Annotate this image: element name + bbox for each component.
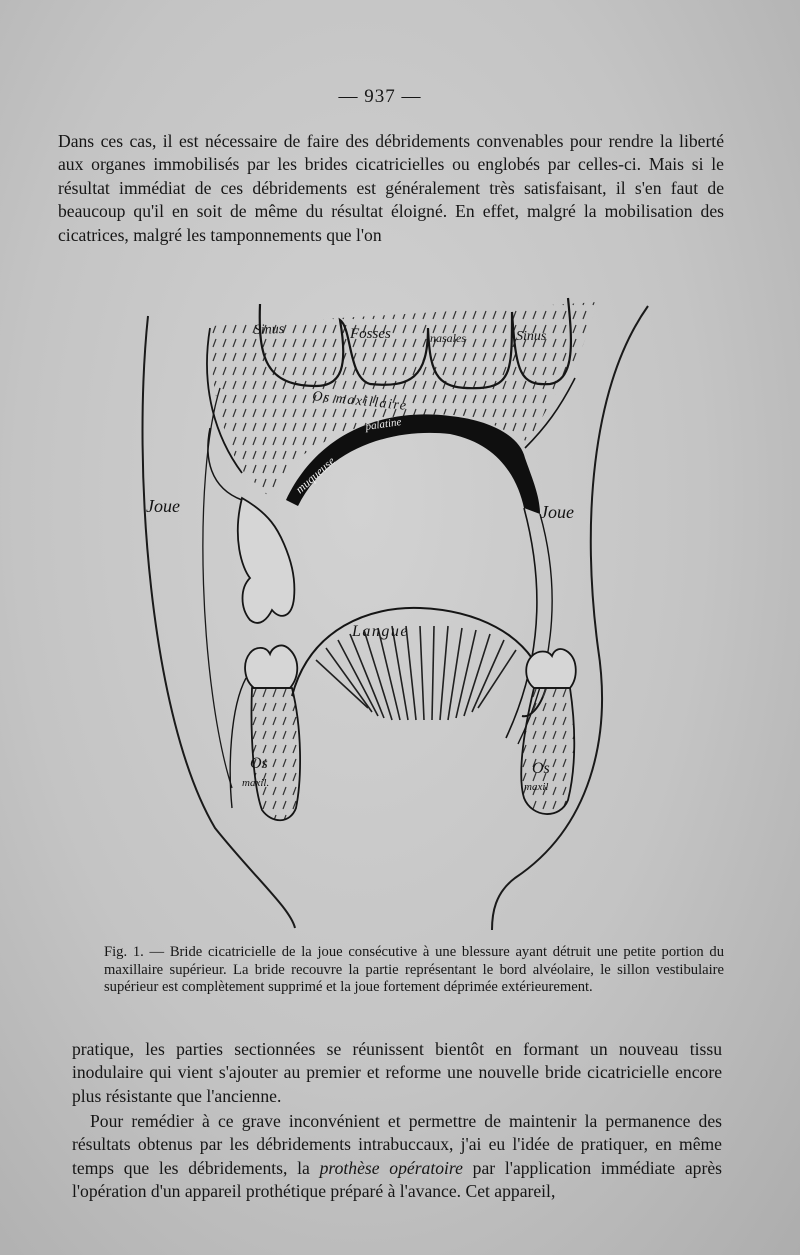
tongue-striations: [316, 626, 516, 720]
lower-tooth-right: [526, 649, 576, 688]
paragraph-top: Dans ces cas, il est nécessaire de faire des débridements convenables pour rendre la liberté aux organes immobilisés par les brides cicatricielles ou englobés par celles-ci. Mais si le résultat immédiat de ces débridements est généralement très satisfaisant, il s'en faut de beaucoup qu'il en soit de même du résultat éloigné. En effet, malgré la mobilisation des cicatrices, malgré les tamponnements que l'on: [58, 131, 724, 245]
label-sinus-right: Sinus: [516, 329, 547, 344]
anatomical-figure: [120, 268, 680, 938]
label-muqueuse: muqueuse: [292, 453, 338, 497]
label-palatine: palatine: [364, 416, 403, 433]
figure-caption: Fig. 1. — Bride cicatricielle de la joue consécutive à une blessure ayant détruit une petite portion du maxillaire supérieur. La bride recouvre la partie représentant le bord alvéolaire, le sillon vestibulaire supérieur est complètement supprimé et la joue fortement déprimée extérieurement.: [104, 944, 724, 995]
label-os-left: Os: [250, 755, 268, 772]
upper-tooth-left: [238, 498, 295, 623]
label-os-maxillaire: Os maxillaire: [311, 389, 409, 414]
label-maxil-right: maxil: [524, 781, 549, 793]
os-maxil-right-region: [521, 688, 574, 814]
page-number: — 937 —: [338, 86, 422, 107]
label-langue: Langue: [352, 623, 409, 640]
figure-drawing: [120, 268, 680, 938]
paragraph-bottom-2-end: par l'application immédiate après l'opération d'un appareil prothétique préparé à l'avance. Cet appareil,: [72, 1157, 722, 1202]
label-nasales: nasales: [430, 331, 466, 345]
label-sinus-left: Sinus: [253, 321, 285, 338]
paragraph-bottom-2: [72, 1110, 722, 1204]
lower-tooth-left: [245, 646, 297, 688]
label-fosses: Fosses: [350, 326, 391, 342]
label-os-right: Os: [532, 760, 550, 777]
paragraph-bottom-2-start: Pour remédier à ce grave inconvénient et permettre de maintenir la permanence des résultats obtenus par les débridements intrabuccaux, j'ai eu l'idée de pratiquer, en même temps que les débridements, la: [72, 1111, 722, 1178]
label-joue-right: Joue: [540, 502, 574, 522]
paragraph-bottom-1: pratique, les parties sectionnées se réunissent bientôt en formant un nouveau tissu inodulaire qui vient s'ajouter au premier et reforme une nouvelle bride cicatricielle encore plus résistante que l'ancienne.: [72, 1039, 722, 1106]
label-maxil-left: maxil.: [242, 777, 270, 789]
prothese-operatoire-term: prothèse opératoire: [319, 1157, 463, 1178]
label-joue-left: Joue: [146, 496, 180, 516]
